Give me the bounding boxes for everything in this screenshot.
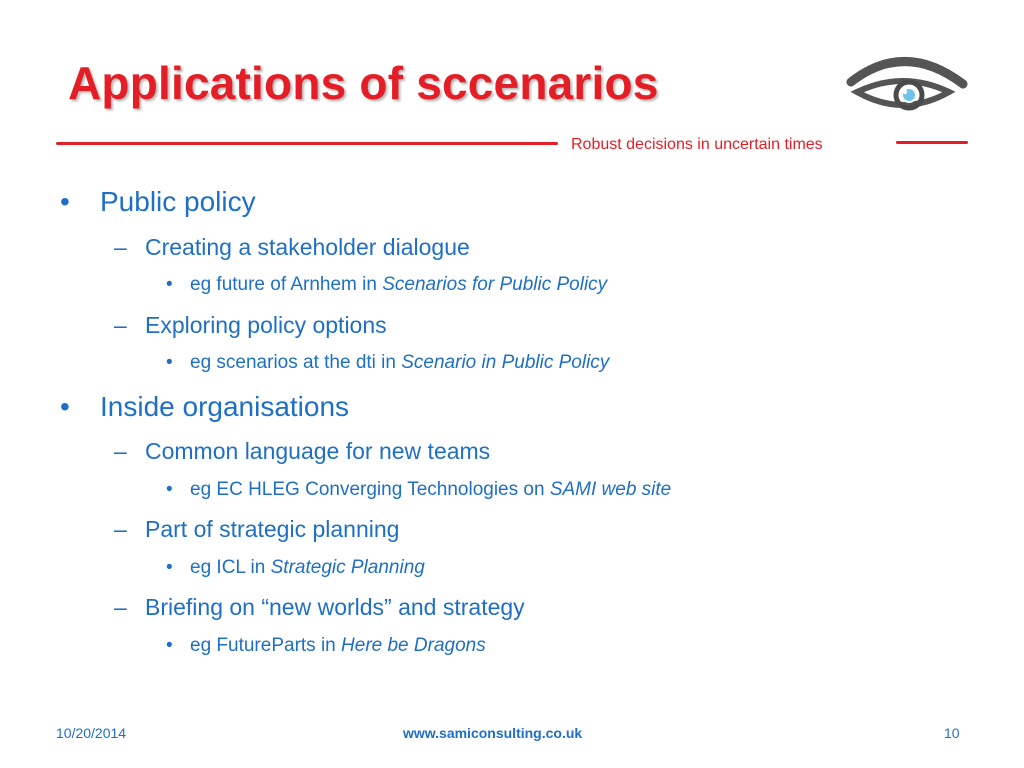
footer-url[interactable]: www.samiconsulting.co.uk — [403, 725, 583, 741]
example-text: eg scenarios at the dti in — [190, 352, 402, 373]
slide-title: Applications of sccenarios — [68, 57, 659, 109]
dash-marker: – — [114, 438, 127, 464]
example-source: SAMI web site — [549, 479, 672, 500]
page-number: 10 — [944, 725, 960, 741]
example-line — [190, 274, 607, 296]
bullet-marker: • — [60, 391, 70, 422]
dash-marker: – — [114, 594, 127, 620]
example-text: eg EC HLEG Converging Technologies on — [190, 479, 550, 500]
bullet-text: Exploring policy options — [145, 312, 387, 338]
example-source: Strategic Planning — [270, 557, 425, 578]
dash-marker: – — [114, 234, 127, 260]
example-line — [190, 635, 486, 657]
footer-date: 10/20/2014 — [56, 725, 127, 741]
bullet-text: Common language for new teams — [145, 438, 491, 464]
bullet-text: Public policy — [100, 186, 256, 217]
tagline: Robust decisions in uncertain times — [571, 136, 823, 153]
example-text: eg ICL in — [190, 557, 271, 578]
example-text: eg FutureParts in — [190, 635, 342, 656]
example-source: Scenarios for Public Policy — [382, 274, 608, 295]
dash-marker: – — [114, 312, 127, 338]
bullet-marker: • — [166, 479, 173, 500]
example-line — [190, 557, 425, 579]
example-line — [190, 479, 671, 501]
bullet-marker: • — [166, 274, 173, 295]
bullet-text: Briefing on “new worlds” and strategy — [145, 594, 525, 620]
example-text: eg future of Arnhem in — [190, 274, 383, 295]
example-source: Here be Dragons — [341, 635, 486, 656]
example-source: Scenario in Public Policy — [401, 352, 610, 373]
bullet-text: Creating a stakeholder dialogue — [145, 234, 470, 260]
bullet-marker: • — [60, 186, 70, 217]
bullet-text: Inside organisations — [100, 391, 350, 422]
bullet-text: Part of strategic planning — [145, 516, 400, 542]
example-line — [190, 352, 609, 374]
bullet-marker: • — [166, 635, 173, 656]
bullet-marker: • — [166, 557, 173, 578]
dash-marker: – — [114, 516, 127, 542]
bullet-marker: • — [166, 352, 173, 373]
